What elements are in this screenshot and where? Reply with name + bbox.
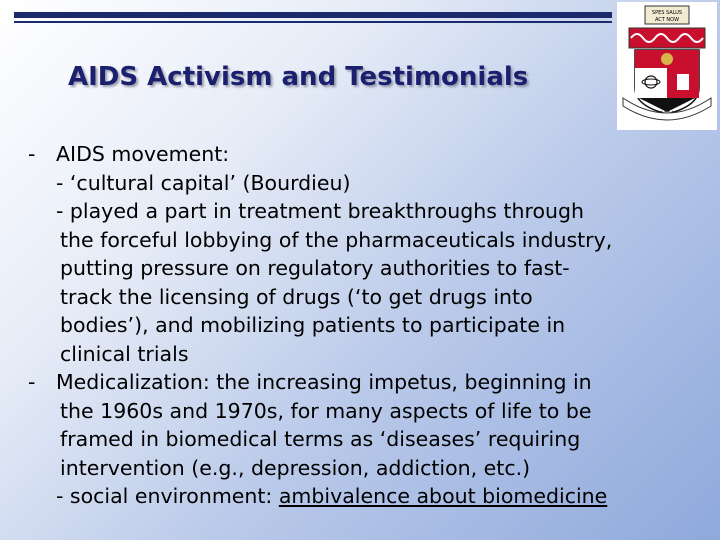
slide-title: AIDS Activism and Testimonials (68, 62, 529, 92)
bullet-medicalization (28, 368, 708, 511)
slide-body (28, 140, 708, 511)
svg-text:* * * * * *: * * * * * * (656, 111, 678, 116)
bullet-line: AIDS movement: (56, 142, 230, 166)
bullet-line: clinical trials (60, 341, 189, 366)
bullet-line: intervention (e.g., depression, addiction, etc.) (60, 455, 531, 480)
bullet-aids-movement (28, 140, 708, 368)
bullet-line: Medicalization: the increasing impetus, beginning in (56, 370, 592, 394)
bullet-dash: - (28, 142, 36, 166)
top-rule-thick (14, 12, 612, 18)
svg-text:ACT NOW: ACT NOW (654, 17, 680, 23)
bullet-line: bodies’), and mobilizing patients to participate in (60, 313, 566, 337)
bullet-line: putting pressure on regulatory authorities to fast- (60, 256, 570, 280)
bullet-line: the forceful lobbying of the pharmaceuticals industry, (60, 227, 613, 252)
bullet-line: track the licensing of drugs (‘to get drugs into (60, 284, 533, 309)
social-environment-label: - social environment: (56, 484, 279, 508)
bullet-line-last (56, 482, 708, 511)
bullet-line: the 1960s and 1970s, for many aspects of life to be (60, 398, 592, 423)
underlined-phrase: ambivalence about biomedicine (278, 484, 608, 508)
top-rule-thin (14, 21, 612, 23)
svg-text:SPES SALUS: SPES SALUS (651, 10, 683, 16)
bullet-line: - played a part in treatment breakthroughs through (56, 199, 584, 223)
bullet-line: - ‘cultural capital’ (Bourdieu) (56, 170, 351, 195)
bullet-dash: - (28, 370, 36, 394)
bullet-line: framed in biomedical terms as ‘diseases’ requiring (60, 427, 581, 451)
university-crest-icon (617, 2, 717, 130)
